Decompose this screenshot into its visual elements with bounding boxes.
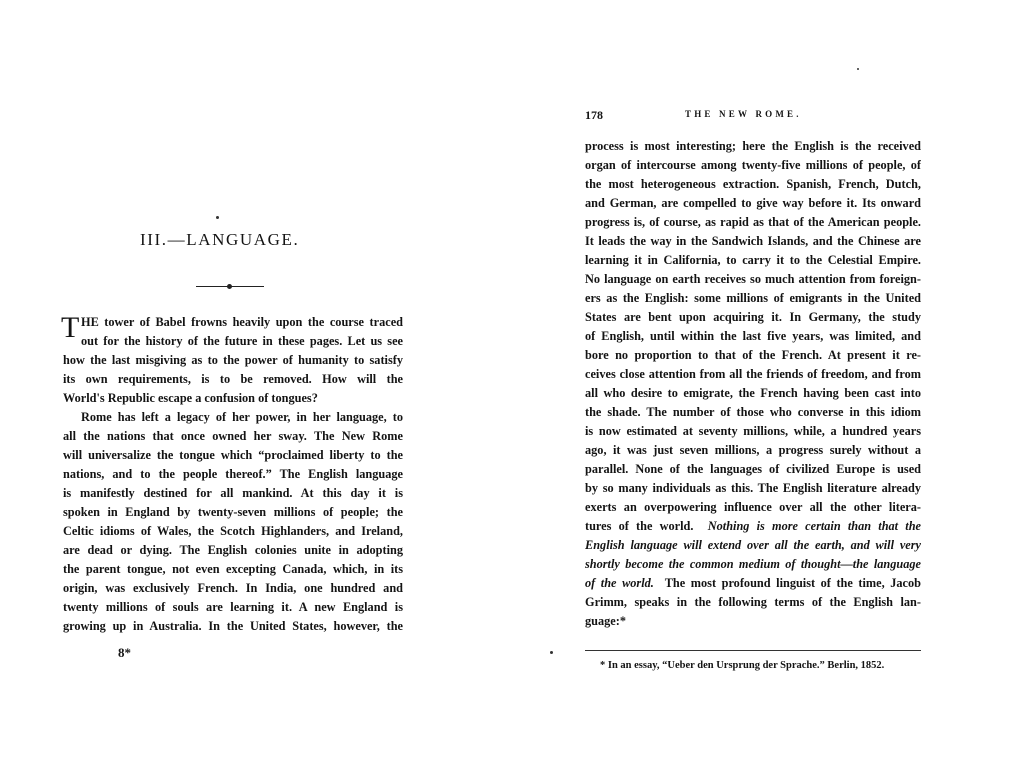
text-line: by so many individuals as this. The English literature already (585, 481, 921, 495)
text-segment: tures of the world. (585, 519, 694, 533)
text-line: bore no proportion to that of the French. At present it re- (585, 348, 921, 362)
text-segment: The most profound linguist of the time, Jacob (664, 576, 921, 590)
text-line: all who desire to emigrate, the French having been cast into (585, 386, 921, 400)
text-line: will universalize the tongue which “proclaimed liberty to the (63, 448, 403, 462)
chapter-title: III.—LANGUAGE. (140, 230, 300, 249)
text-line: Celtic idioms of Wales, the Scotch Highlanders, and Ireland, (63, 524, 403, 538)
text-line: nations, and to the people thereof.” The English language (63, 467, 403, 481)
italic-segment: of the world. (585, 576, 654, 590)
footnote: * In an essay, “Ueber den Ursprung der Sprache.” Berlin, 1852. (600, 660, 885, 671)
italic-segment: English language will extend over all the earth, and will very (585, 538, 921, 552)
text-line-mixed (585, 517, 921, 536)
text-line: growing up in Australia. In the United States, however, the (63, 619, 403, 633)
running-head (585, 108, 921, 126)
title-ornament (196, 282, 264, 292)
text-line: spoken in England by twenty-seven millions of people; the (63, 505, 403, 519)
text-line: ers as the English: some millions of emigrants in the United (585, 291, 921, 305)
drop-cap: T (61, 311, 80, 344)
text-line: It leads the way in the Sandwich Islands, and the Chinese are (585, 234, 921, 248)
text-line: all the nations that once owned her sway. The New Rome (63, 429, 403, 443)
text-line: HE tower of Babel frowns heavily upon the course traced (81, 315, 403, 329)
text-line: is now estimated at seventy millions, while, a hundred years (585, 424, 921, 438)
ink-speck (857, 68, 859, 70)
text-line-mixed (585, 574, 921, 593)
text-line: out for the history of the future in these pages. Let us see (81, 334, 403, 348)
text-line: ago, it was just seven millions, a progress surely without a (585, 443, 921, 457)
text-line: are dead or dying. The English colonies unite in adopting (63, 543, 403, 557)
text-line: how the last misgiving as to the power of humanity to satisfy (63, 353, 403, 367)
text-line: No language on earth receives so much attention from foreign- (585, 272, 921, 286)
text-line: process is most interesting; here the English is the received (585, 139, 921, 153)
text-line: the most heterogeneous extraction. Spanish, French, Dutch, (585, 177, 921, 191)
text-line: exerts an overpowering influence over all the other litera- (585, 500, 921, 514)
text-line: its own requirements, is to be removed. How will the (63, 372, 403, 386)
italic-line (585, 536, 921, 555)
footnote-rule (585, 650, 921, 651)
italic-line (585, 555, 921, 574)
text-line: Grimm, speaks in the following terms of the English lan- (585, 595, 921, 609)
text-line: of English, until within the last five years, was limited, and (585, 329, 921, 343)
text-line: States are bent upon acquiring it. In Germany, the study (585, 310, 921, 324)
ornament-dot (227, 284, 232, 289)
ink-speck (550, 651, 553, 654)
text-line: World's Republic escape a confusion of tongues? (63, 391, 318, 405)
page-number: 178 (585, 108, 603, 122)
text-line: parallel. None of the languages of civilized Europe is used (585, 462, 921, 476)
right-body-text (585, 137, 921, 631)
running-head-title: THE NEW ROME. (685, 109, 802, 119)
text-line: origin, was exclusively French. In India, one hundred and (63, 581, 403, 595)
text-line: progress is, of course, as rapid as that of the American people. (585, 215, 921, 229)
signature-mark: 8* (118, 645, 131, 660)
text-line: is manifestly destined for all mankind. At this day it is (63, 486, 403, 500)
text-line: Rome has left a legacy of her power, in her language, to (81, 410, 403, 424)
text-line: guage:* (585, 614, 626, 628)
italic-segment: Nothing is more certain than that the (707, 519, 921, 533)
text-line: ceives close attention from all the friends of freedom, and from (585, 367, 921, 381)
text-line: the parent tongue, not even excepting Canada, which, in its (63, 562, 403, 576)
text-line: and German, are compelled to give way before it. Its onward (585, 196, 921, 210)
text-line: learning it in California, to carry it to the Celestial Empire. (585, 253, 921, 267)
text-line: twenty millions of souls are learning it. A new England is (63, 600, 403, 614)
right-page (512, 0, 1024, 768)
text-line: organ of intercourse among twenty-five millions of people, of (585, 158, 921, 172)
italic-segment: shortly become the common medium of thought—the language (585, 557, 921, 571)
ink-speck (216, 216, 219, 219)
text-line: the shade. The number of those who converse in this idiom (585, 405, 921, 419)
left-body-text (63, 313, 403, 636)
